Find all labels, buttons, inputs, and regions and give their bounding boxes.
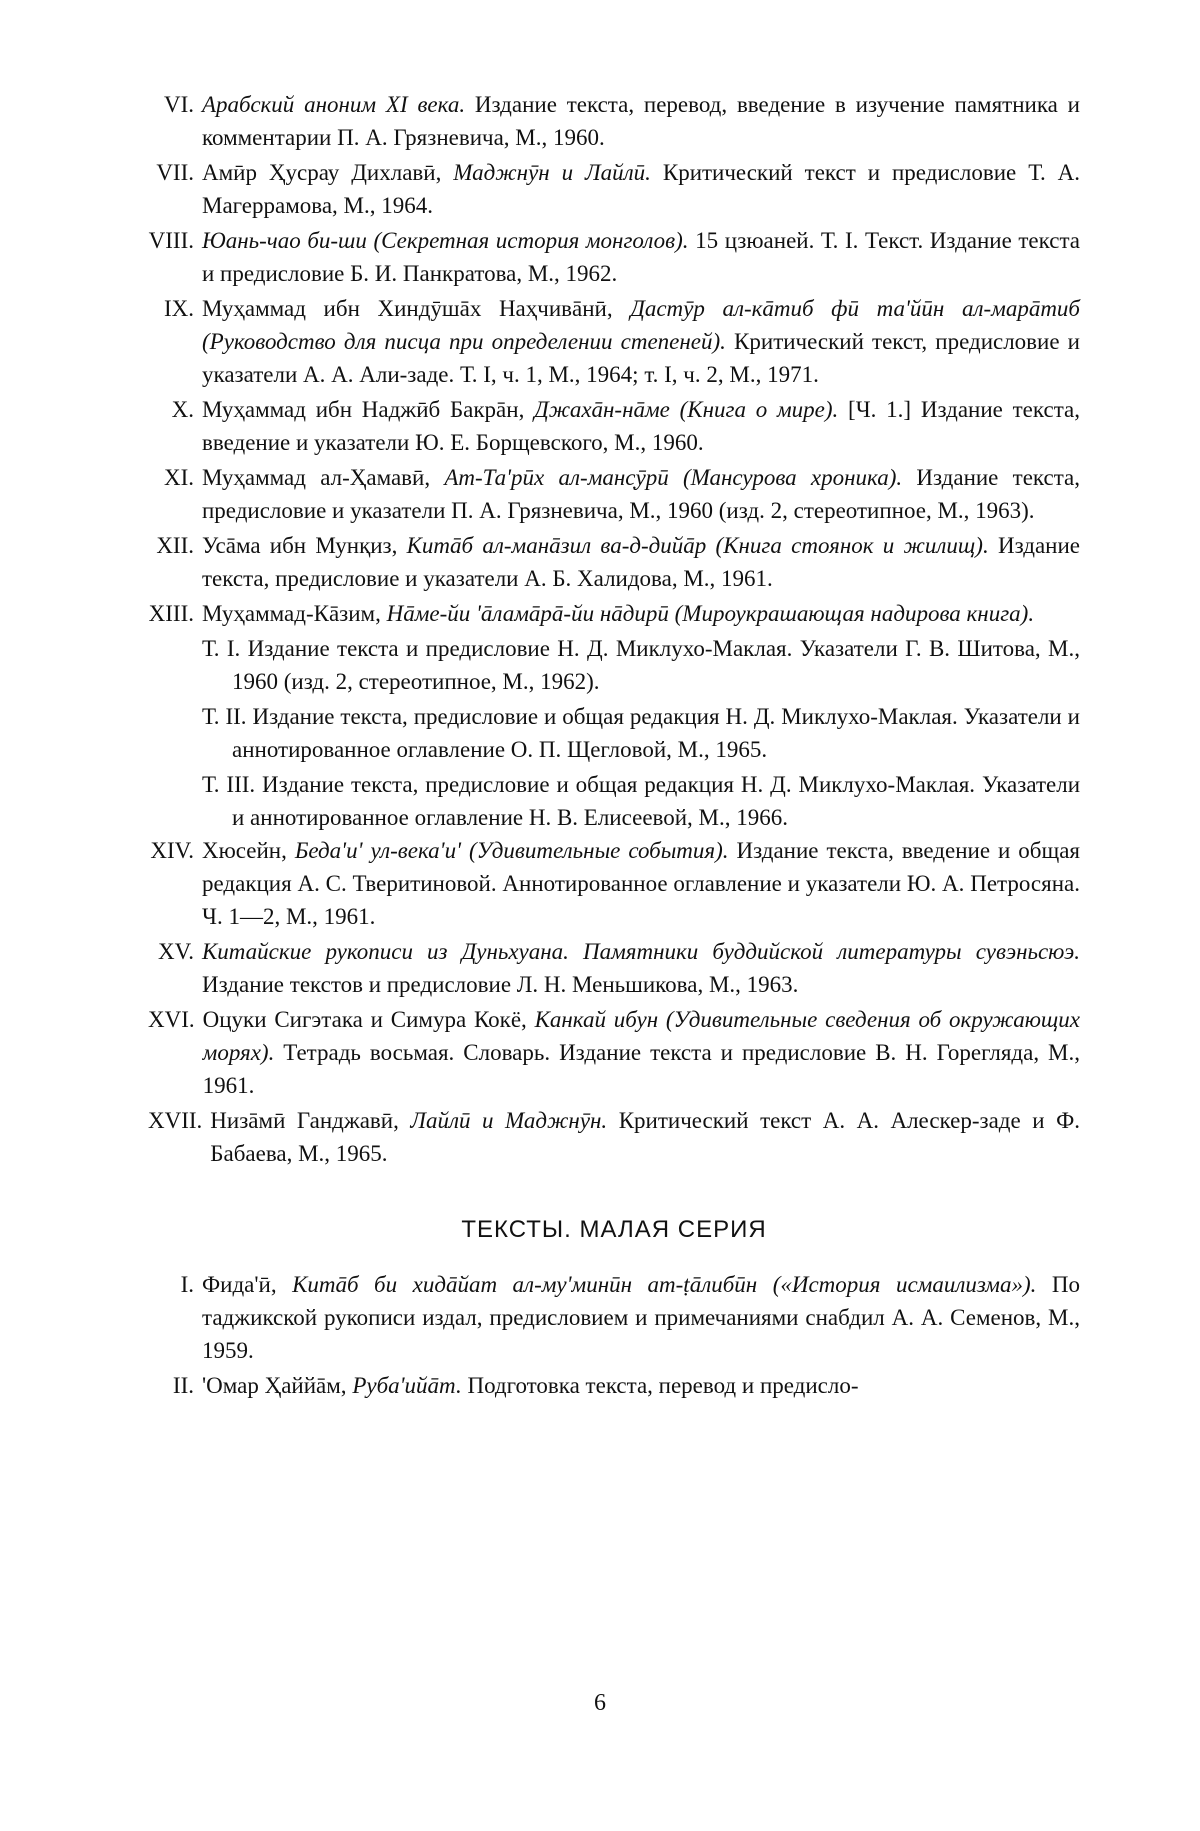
entry-number: XVII. [148,1108,203,1133]
entry-number: II. [172,1373,194,1398]
entry-title: Маджнӯн и Лайлӣ. [453,160,651,185]
entry-details: Издание текстов и предисловие Л. Н. Меньшикова, М., 1963. [202,972,799,997]
list-item [148,597,1080,630]
entry-number: IX. [163,296,194,321]
entry-title: Арабский аноним XI века. [202,92,466,117]
list-item [148,1268,1080,1367]
entry-author: Амӣр Ҳусрау Дихлавӣ, [202,160,454,185]
volume-list [202,632,1080,834]
entry-text [210,1104,1080,1170]
entry-author: Низāмӣ Ганджавӣ, [210,1108,411,1133]
list-item [148,224,1080,290]
list-item [148,935,1080,1001]
entry-number: XIII. [148,601,194,626]
entry-number: XII. [156,533,194,558]
entry-title: Руба'ийāт. [352,1373,462,1398]
list-item [148,393,1080,459]
entry-number: X. [171,397,194,422]
entry-author: Оцуки Сигэтака и Симура Кокё, [202,1007,535,1032]
entry-title: Ат-Та'рӣх ал-манс̣ӯрӣ (Мансурова хроника). [444,465,903,490]
entry-text [202,88,1080,154]
entry-text [202,461,1080,527]
entry-details: Тетрадь восьмая. Словарь. Издание текста и предисловие В. Н. Горегляда, М., 1961. [202,1040,1080,1098]
entry-title: Нāме-йи 'āламāрā-йи нāдирӣ (Мироукрашающая надирова книга). [386,601,1035,626]
entry-title: Дастӯр ал-кāтиб фӣ та'йӣн ал-марāтиб (Руководство для писца при определении степеней). [202,296,1080,354]
volume-item: Т. III. Издание текста, предисловие и общая редакция Н. Д. Миклухо-Маклая. Указатели и аннотированное оглавление Н. В. Елисеевой, М., 1966. [202,772,1080,830]
entry-title: Китайские рукописи из Дуньхуана. Памятники буддийской литературы сувэньсюэ. [202,939,1080,964]
entry-author: 'Омар Ҳаййāм, [202,1373,353,1398]
entry-author: Муҳаммад ибн Хиндӯшāх Наҳчивāнӣ, [202,296,631,321]
entry-author: Усāма ибн Мунқиз, [202,533,407,558]
entry-number: XVI. [148,1007,195,1032]
entry-number: VIII. [148,228,194,253]
list-item [148,461,1080,527]
entry-details: [Ч. 1.] Издание текста, введение и указатели Ю. Е. Борщевского, М., 1960. [202,397,1080,455]
entry-details: По таджикской рукописи издал, предисловием и примечаниями снабдил А. А. Семенов, М., 1959. [202,1272,1080,1363]
entry-title: Беда'и' ул-века'и' (Удивительные события). [294,838,729,863]
entry-title: Китāб би хидāйат ал-му'минӣн ат-ṭāлибӣн («История исмаилизма»). [292,1272,1037,1297]
entry-text [202,1268,1080,1367]
entry-list [148,88,1080,1170]
entry-title: Юань-чао би-ши (Секретная история монголов). [202,228,689,253]
list-item [148,1003,1080,1102]
entry-author: Муҳаммад ибн Наджӣб Бакрāн, [202,397,535,422]
small-series-list [148,1268,1080,1402]
entry-details: Издание текста, предисловие и указатели А. Б. Халидова, М., 1961. [202,533,1080,591]
list-item [148,834,1080,933]
entry-title: Китāб ал-манāзил ва-д-дийāр (Книга стоянок и жилищ). [406,533,989,558]
entry-title: Канкай ибун (Удивительные сведения об окружающих морях). [202,1007,1080,1065]
list-item [148,88,1080,154]
entry-details: Издание текста, предисловие и указатели П. А. Грязневича, М., 1960 (изд. 2, стереотипное, М., 1963). [202,465,1081,523]
entry-text [202,393,1080,459]
entry-number: XV. [157,939,194,964]
entry-text [202,834,1080,933]
entry-author: Муҳаммад-Кāзим, [202,601,387,626]
entry-text [203,1003,1080,1102]
entry-details: Издание текста, перевод, введение в изучение памятника и комментарии П. А. Грязневича, М., 1960. [202,92,1080,150]
entry-title: Джахāн-нāме (Книга о мире). [534,397,839,422]
volume-item: Т. I. Издание текста и предисловие Н. Д. Миклухо-Маклая. Указатели Г. В. Шитова, М., 1960 (изд. 2, стереотипное, М., 1962). [202,636,1080,694]
entry-author: Фида'ӣ, [202,1272,293,1297]
entry-number: I. [180,1272,194,1297]
page-number: 6 [594,1690,606,1716]
entry-author: Хюсейн, [202,838,295,863]
entry-title: Лайлӣ и Маджнӯн. [410,1108,608,1133]
entry-text [202,529,1080,595]
volume-item: Т. II. Издание текста, предисловие и общая редакция Н. Д. Миклухо-Маклая. Указатели и аннотированное оглавление О. П. Щегловой, М., 1965. [202,704,1080,762]
list-item [148,292,1080,391]
entry-text [202,292,1080,391]
entry-details: Критический текст и предисловие Т. А. Магеррамова, М., 1964. [202,160,1080,218]
section-heading: ТЕКСТЫ. МАЛАЯ СЕРИЯ [461,1216,767,1243]
entry-details: Издание текста, введение и общая редакция А. С. Тверитиновой. Аннотированное оглавление и указатели Ю. А. Петросяна. Ч. 1—2, М., 1961. [202,838,1080,929]
list-item [148,529,1080,595]
entry-number: VII. [156,160,194,185]
entry-text [202,156,1080,222]
list-item [148,1104,1080,1170]
entry-number: VI. [163,92,194,117]
list-item [148,156,1080,222]
entry-text [202,224,1080,290]
entry-text [202,935,1080,1001]
entry-number: XI. [163,465,194,490]
entry-details: Критический текст А. А. Алескер-заде и Ф. Бабаева, М., 1965. [210,1108,1080,1166]
entry-text [202,1369,1080,1402]
entry-details: Подготовка текста, перевод и предисло- [461,1373,859,1398]
entry-number: XIV. [150,838,194,863]
entry-details: 15 цзюаней. Т. I. Текст. Издание текста и предисловие Б. И. Панкратова, М., 1962. [202,228,1080,286]
list-item [148,1369,1080,1402]
entry-details: Критический текст, предисловие и указатели А. А. Али-заде. Т. I, ч. 1, М., 1964; т. I, ч. 2, М., 1971. [202,329,1080,387]
entry-author: Муҳаммад ал-Ҳамавӣ, [202,465,445,490]
entry-text [202,597,1080,630]
